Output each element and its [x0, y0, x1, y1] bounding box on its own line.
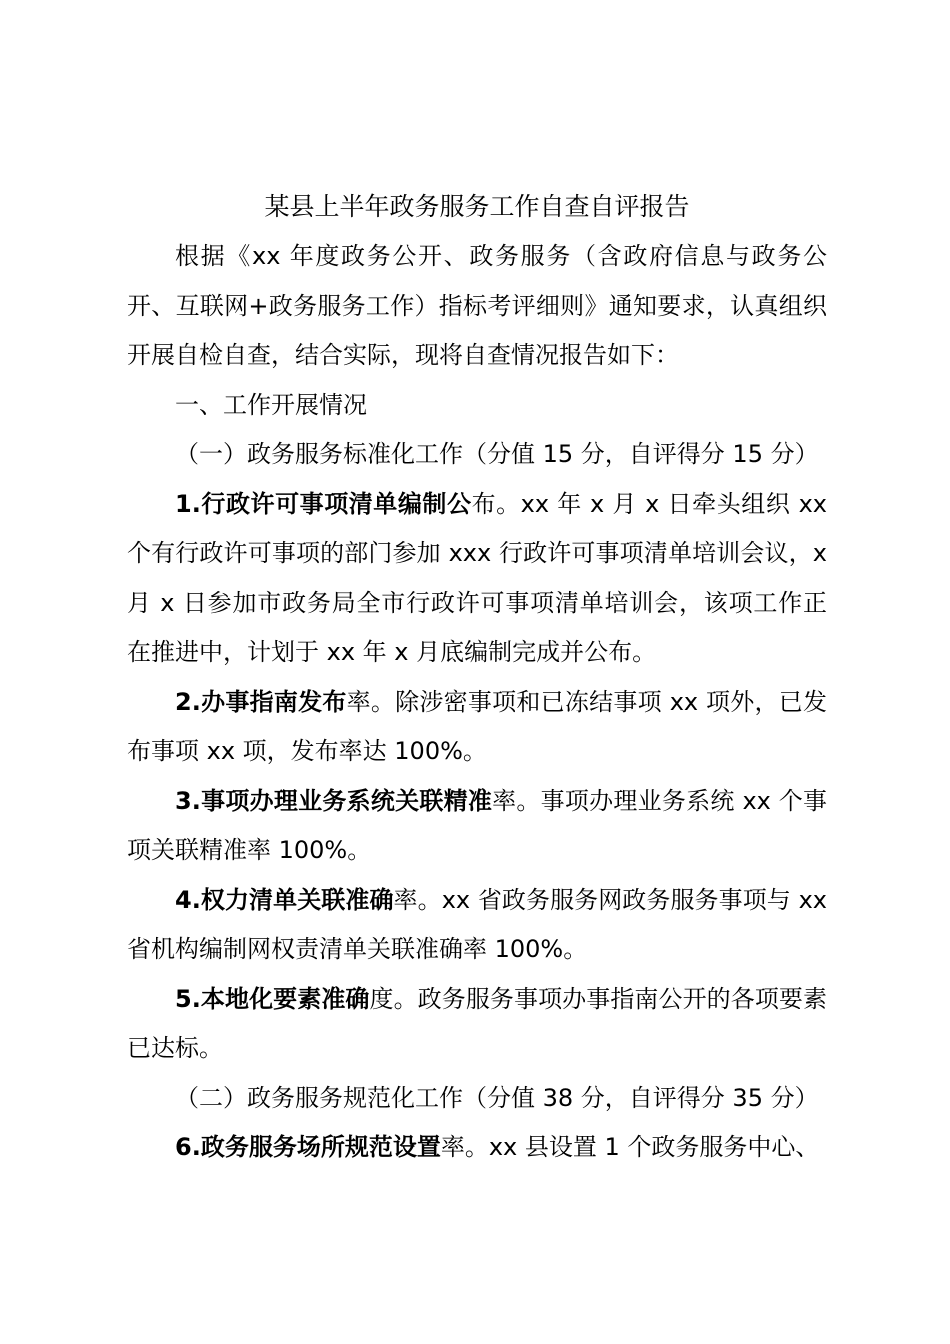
- item-label-4: 4.权力清单关联准确: [175, 885, 394, 914]
- item-paragraph-5: [127, 975, 827, 1074]
- item-text-1: 布。xx 年 x 月 x 日牵头组织 xx 个有行政许可事项的部门参加 xxx 行政许可事项清单培训会议，x 月 x 日参加市政务局全市行政许可事项清单培训会，该项工作正在推进中，计划于 xx 年 x 月底编制完成并公布。: [127, 489, 827, 666]
- document-page: [127, 182, 827, 1173]
- item-paragraph-4: [127, 876, 827, 975]
- item-paragraph-2: [127, 678, 827, 777]
- section-heading-1: 一、工作开展情况: [175, 390, 367, 419]
- item-label-3: 3.事项办理业务系统关联精准: [175, 786, 493, 815]
- subsection-heading-1: （一）政务服务标准化工作（分值 15 分，自评得分 15 分）: [175, 440, 819, 468]
- item-paragraph-3: [127, 777, 827, 876]
- document-title: 某县上半年政务服务工作自查自评报告: [264, 192, 690, 221]
- item-label-1: 1.行政许可事项清单编制公: [175, 489, 472, 518]
- item-paragraph-6: [127, 1123, 827, 1173]
- item-paragraph-1: [127, 480, 827, 678]
- item-text-3: 率。事项办理业务系统 xx 个事项关联精准率 100%。: [127, 786, 827, 864]
- item-label-2: 2.办事指南发布: [175, 687, 347, 716]
- item-text-4: 率。xx 省政务服务网政务服务事项与 xx 省机构编制网权责清单关联准确率 100%。: [127, 885, 827, 963]
- item-label-5: 5.本地化要素准确: [175, 984, 370, 1013]
- item-label-6: 6.政务服务场所规范设置: [175, 1133, 441, 1161]
- item-text-5: 度。政务服务事项办事指南公开的各项要素已达标。: [127, 984, 827, 1062]
- intro-paragraph: 根据《xx 年度政务公开、政务服务（含政府信息与政务公开、互联网+政务服务工作）指标考评细则》通知要求，认真组织开展自检自查，结合实际，现将自查情况报告如下：: [127, 242, 827, 369]
- item-text-2: 率。除涉密事项和已冻结事项 xx 项外，已发布事项 xx 项，发布率达 100%。: [127, 687, 827, 765]
- subsection-heading-2: （二）政务服务规范化工作（分值 38 分，自评得分 35 分）: [175, 1083, 819, 1112]
- item-text-6: 率。xx 县设置 1 个政务服务中心、: [440, 1133, 820, 1161]
